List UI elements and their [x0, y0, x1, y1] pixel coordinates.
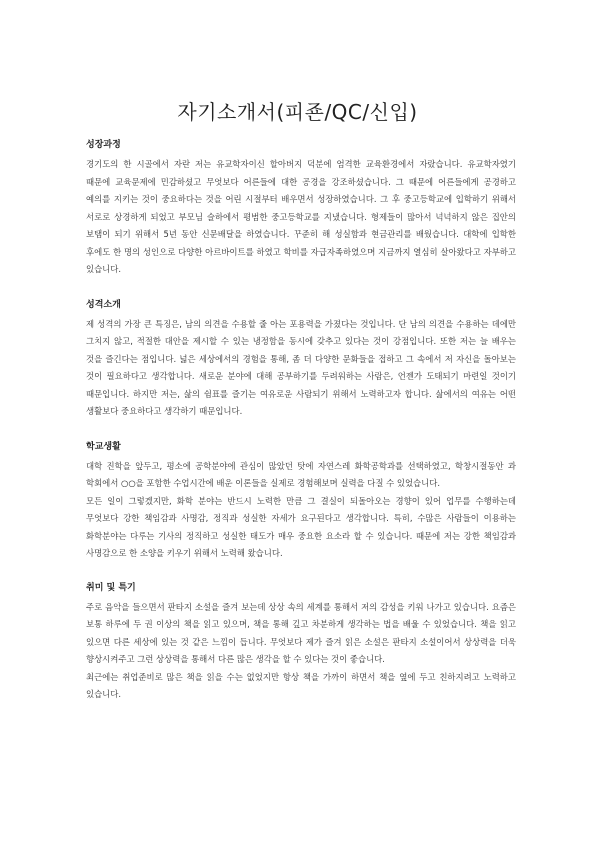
section-heading: 취미 및 특기 — [86, 582, 136, 593]
paragraph: 주로 음악을 들으면서 판타지 소설을 즐겨 보는데 상상 속의 세계를 통해서 저의 감성을 키워 나가고 있습니다. 요즘은 보통 하루에 두 권 이상의 책을 읽고 있으며, 책을 통해 깊고 차분하게 생각하는 법을 배울 수 있었습니다. 책을 읽고 있으면 다른 세상에 있는 것 같은 느낌이 듭니다. 무엇보다 제가 즐겨 읽은 소설은 판타지 소설이어서 상상력을 더욱 향상시켜주고 그런 상상력을 통해서 다른 많은 생각을 할 수 있다는 것이 좋습니다. — [86, 601, 516, 664]
section-school-life — [86, 441, 516, 563]
paragraph: 최근에는 취업준비로 많은 책을 읽을 수는 없었지만 항상 책을 가까이 하면서 책을 옆에 두고 친하지려고 노력하고 있습니다. — [86, 671, 516, 699]
document-title: 자기소개서(피죤/QC/신입) — [177, 100, 418, 124]
section-hobbies — [86, 582, 516, 704]
paragraph: 모든 일이 그렇겠지만, 화학 분야는 반드시 노력한 만큼 그 결실이 되돌아오는 경향이 있어 업무를 수행하는데 무엇보다 강한 책임감과 사명감, 정직과 성실한 자세가 요구된다고 생각합니다. 특히, 수많은 사람들이 이용하는 화학분야는 다루는 기사의 정직하고 성실한 태도가 매우 중요한 요소라 할 수 있습니다. 때문에 저는 강한 책임감과 사명감으로 한 소양을 키우기 위해서 노력해 왔습니다. — [86, 495, 516, 558]
section-heading: 성장과정 — [86, 140, 121, 150]
section-heading: 학교생활 — [86, 441, 121, 452]
section-growth — [86, 139, 516, 279]
document-body — [86, 139, 516, 704]
section-heading: 성격소개 — [86, 299, 121, 310]
section-personality — [86, 299, 516, 421]
paragraph: 경기도의 한 시골에서 자란 저는 유교학자이신 할아버지 덕분에 엄격한 교육환경에서 자랐습니다. 유교학자였기 때문에 교육문제에 민감하셨고 무엇보다 어른들에 대한 공경을 강조하셨습니다. 그 때문에 어른들에게 공경하고 예의를 지키는 것이 중요하다는 것을 어린 시절부터 배우면서 성장하였습니다. 그 후 중고등학교에 입학하기 위해서 서로로 상경하게 되었고 부모님 슬하에서 평범한 중고등학교를 지냈습니다. 형제들이 많아서 넉넉하지 않은 집안의 보탬이 되기 위해서 5년 동안 신문배달을 하였습니다. 꾸준히 해 성실함과 현금관리를 배웠습니다. 대학에 입학한 후에도 한 명의 성인으로 다양한 아르바이트를 하였고 학비를 자급자족하였으며 지금까지 열심히 살아왔다고 자부하고 있습니다. — [86, 159, 516, 274]
paragraph: 제 성격의 가장 큰 특징은, 남의 의견을 수용할 줄 아는 포용력을 가졌다는 것입니다. 단 남의 의견을 수용하는 데에만 그치지 않고, 적절한 대안을 제시할 수 있는 냉정함을 동시에 갖추고 있다는 것이 강점입니다. 또한 저는 늘 배우는 것을 즐긴다는 점입니다. 넓은 세상에서의 경험을 통해, 좀 더 다양한 문화들을 접하고 그 속에서 저 자신을 돌아보는 것이 필요하다고 생각합니다. 새로운 분야에 대해 공부하기를 두려워하는 사람은, 언젠가 도태되기 마련일 것이기 때문입니다. 하지만 저는, 삶의 쉼표를 즐기는 여유로운 사람되기 위해서 노력하고자 합니다. 삶에서의 여유는 어떤 생활보다 중요하다고 생각하기 때문입니다. — [86, 318, 516, 416]
paragraph: 대학 진학을 앞두고, 평소에 공학분야에 관심이 많았던 탓에 자연스레 화학공학과를 선택하였고, 학창시절동안 과 학회에서 ○○을 포함한 수업시간에 배운 이론들을 실제로 경험해보며 실력을 다질 수 있었습니다. — [86, 460, 516, 488]
